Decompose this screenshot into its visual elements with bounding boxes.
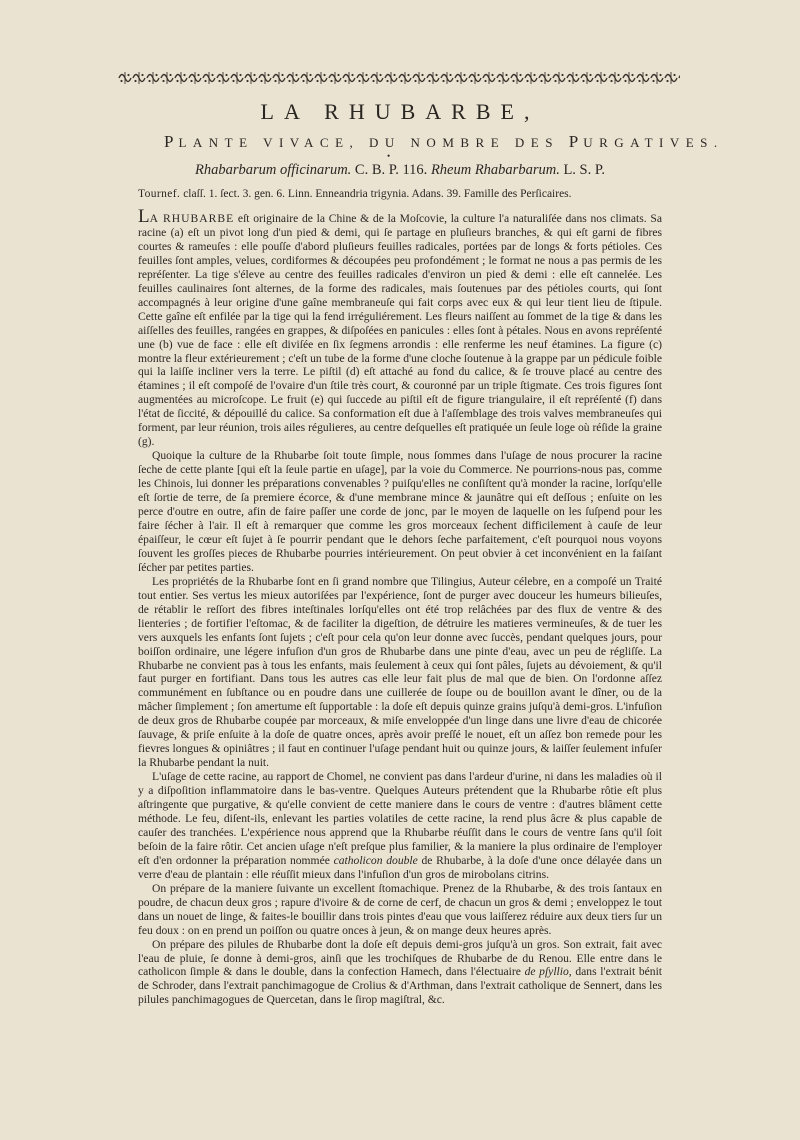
- paragraph-stomachic: On prépare de la maniere ſuivante un excellent ſtomachique. Prenez de la Rhubarbe, & des trois ſantaux en poudre, de chacun deux gros ; rapure d'ivoire & de corne de cerf, de chacun un gros & demi ; enveloppez le tout dans un nouet de linge, & faites-le bouillir dans trois pintes d'eau que vous laiſſerez réduire aux deux tiers ſur un feu doux : on en prend un poiſſon ou quatre onces à jeun, & on mange deux heures après.: [138, 881, 662, 937]
- subtitle-initial-p: P: [164, 132, 179, 151]
- subtitle-initial-p2: P: [568, 132, 584, 151]
- paragraph-usage: [138, 770, 662, 882]
- synonym-ref-2: L. S. P.: [559, 162, 605, 178]
- page-title: LA RHUBARBE,: [260, 99, 540, 124]
- subtitle-text-2: URGATIVES.: [583, 135, 724, 150]
- paragraph-4-text-a: L'uſage de cette racine, au rapport de Chomel, ne convient pas dans l'ardeur d'urine, ni dans les maladies où il y a diſpoſition inflammatoire dans le bas-ventre. Quelques Auteurs prétendent que la Rhubarbe rôtie eſt plus aſtringente que purgative, & qu'elle convient de cette maniere dans le cours de ventre : d'autres blâment cette méthode. Le feu, diſent-ils, enlevant les parties volatiles de cette racine, la rend plus âcre & plus capable de cauſer des tranchées. L'expérience nous apprend que la Rhubarbe réuſſit dans le cours de ventre ſans qu'il ſoit beſoin de la faire rôtir. Cet ancien uſage n'eſt preſque plus familier, & la maniere la plus ordinaire de l'employer eſt d'en ordonner la préparation nommée: [138, 770, 662, 867]
- classification-author: Tournef.: [138, 188, 181, 200]
- paragraph-pills: [138, 938, 662, 1008]
- paragraph-description: [138, 206, 662, 449]
- synonym-latin-2: Rheum Rhabarbarum.: [430, 162, 560, 178]
- synonym-ref-1: C. B. P. 116.: [351, 162, 431, 178]
- decorative-border-ornament: [118, 70, 680, 86]
- page-subtitle: [164, 132, 724, 152]
- article-body: [138, 206, 663, 1007]
- separator-dot: •: [387, 151, 391, 161]
- classification-text: claſſ. 1. ſect. 3. gen. 6. Linn. Enneandria trigynia. Adans. 39. Famille des Perſicaires.: [180, 188, 572, 200]
- paragraph-4-text-b: de Rhubarbe, à la doſe d'une once délayée dans un verre d'eau de plantain : elle réuſſit mieux dans l'infuſion d'un gros de mirobolans citrins.: [138, 853, 662, 881]
- synonym-latin-1: Rhabarbarum officinarum.: [195, 162, 352, 178]
- paragraph-1-text: eſt originaire de la Chine & de la Moſcovie, la culture l'a naturaliſée dans nos climats. Sa racine (a) eſt un pivot long d'un pied & demi, qui ſe partage en pluſieurs branches, & qui eſt garni de fibres courtes & rameuſes : elle pouſſe d'abord pluſieurs feuilles radicales, portées par de longs & forts pétioles. Ces feuilles ſont amples, velues, cordiformes & découpées peu profondément ; le format ne nous a pas permis de les repréſenter. La tige s'éleve au centre des feuilles radicales d'environ un pied & demi : elle eſt cannelée. Les feuilles caulinaires ſont alternes, de la forme des radicales, mais ſoutenues par des pétioles courts, qui ſont accompagnés à leur origine d'une gaîne membraneuſe qui fait corps avec eux & qui leur tient lieu de ſtipule. Cette gaîne eſt enfilée par la tige qui la fend irréguliérement. Les fleurs naiſſent au ſommet de la tige & dans les aiſſelles des feuilles, rangées en grappes, & diſpoſées en panicules : elles ſont à pétales. Nous en avons repréſenté une (b) vue de face : elle eſt diviſée en ſix ſegmens arrondis : elle renferme les neuf étamines. La figure (c) montre la fleur extérieurement ; c'eſt un tube de la forme d'une cloche ſoutenue à la grappe par un pédicule foible qui la laiſſe incliner vers la terre. Le piſtil (d) eſt attaché au fond du calice, & ſe trouve placé au centre des étamines ; il eſt compoſé de l'ovaire d'un ſtile très court, & couronné par un triple ſtigmate. Ces trois figures ſont augmentées au microſcope. Le fruit (e) qui ſuccede au piſtil eſt de figure triangulaire, il eſt repréſenté (f) dans l'état de ſiccité, & dépouillé du calice. Sa conformation eſt due à l'aſſemblage des trois valves membraneuſes qui forment, par leur réunion, trois ailes régulieres, au centre deſquelles eſt pratiquée un ſeule loge où réſide la graine (g).: [138, 212, 662, 449]
- paragraph-6-text-a: On prépare des pilules de Rhubarbe dont la doſe eſt depuis demi-gros juſqu'à un gros. Son extrait, fait avec l'eau de pluie, ſe donne à demi-gros, ainſi que les trochiſques de Rhubarbe de du Renou. Elle entre dans le catholicon ſimple & dans le double, dans la confection Hamech, dans l'électuaire: [138, 937, 662, 979]
- subtitle-text-1: LANTE VIVACE, DU NOMBRE DES: [178, 135, 569, 150]
- paragraph-4-italic: catholicon double: [333, 853, 418, 867]
- synonyms-line: [0, 160, 800, 180]
- paragraph-6-italic: de pſyllio: [524, 965, 569, 979]
- classification-line: [138, 186, 658, 202]
- lead-smallcaps: A RHUBARBE: [149, 212, 235, 225]
- paragraph-6-text-b: , dans l'extrait bénit de Schroder, dans l'extrait panchimagogue de Crolius & d'Arthman, dans l'extrait catholique de Sennert, dans les pilules panchimagogues de Quercetan, dans le ſirop magiſtral, &c.: [138, 965, 663, 1007]
- paragraph-culture: Quoique la culture de la Rhubarbe ſoit toute ſimple, nous ſommes dans l'uſage de nous procurer la racine ſeche de cette plante [qui eſt la ſeule partie en uſage], par la voie du Commerce. Ne pourrions-nous pas, comme les Chinois, lui donner les préparations convenables ? puiſqu'elles ne conſiſtent qu'à monder la racine, lorſqu'elle eſt ſortie de terre, de ſa premiere écorce, & d'une membrane mince & jaunâtre qui eſt deſſous ; enſuite on les perce d'outre en outre, afin de faire paſſer une corde de jonc, par le moyen de laquelle on les ſuſpend pour les faire ſécher à l'air. Il eſt à remarquer que comme les gros morceaux ſechent difficilement à cauſe de leur épaiſſeur, le cœur eſt ſujet à ſe pourrir pendant que le dehors ſeche parfaitement, c'eſt pourquoi nous voyons ſouvent les groſſes pieces de Rhubarbe pourries intérieurement. On peut obvier à cet inconvénient en la faiſant ſécher par petites parties.: [138, 449, 662, 574]
- drop-cap: L: [138, 206, 150, 227]
- paragraph-properties: Les propriétés de la Rhubarbe ſont en ſi grand nombre que Tilingius, Auteur célebre, en a compoſé un Traité tout entier. Ses vertus les mieux autoriſées par l'expérience, ſont de purger avec douceur les humeurs bilieuſes, de rétablir le reſſort des fibres inteſtinales lorſqu'elles ont été trop relâchées par des flux de ventre & des lienteries ; de fortifier l'eſtomac, & de faciliter la digeſtion, de détruire les matieres vermineuſes, & de tuer les vers auxquels les enfants ſont ſujets ; c'eſt pour cela qu'on leur donne avec ſuccès, pendant quelques jours, pour boiſſon ordinaire, une légere infuſion d'un gros de Rhubarbe dans une pinte d'eau, avec un peu de régliſſe. La Rhubarbe ne convient pas à tous les enfants, mais ſeulement à ceux qui ſont pâles, ſujets au dévoiement, & qu'il faut purger en fortifiant. Dans tous les autres cas elle leur fait plus de mal que de bien. On l'ordonne aſſez communément en ſubſtance ou en poudre dans une cuillerée de ſoupe ou de bouillon avant le dîner, ou de la mâcher ſimplement ; ſon amertume eſt ſupportable : la doſe eſt depuis quinze grains juſqu'à demi-gros. L'infuſion de deux gros de Rhubarbe coupée par morceaux, & miſe enveloppée d'un linge dans une livre d'eau de chicorée ſauvage, & priſe enſuite à la doſe de quatre onces, après avoir preſſé le nouet, eſt un aſſez bon remede pour les fievres longues & opiniâtres ; il faut en continuer l'uſage pendant huit ou quinze jours, & laiſſer ſeulement infuſer la Rhubarbe pendant la nuit.: [138, 574, 662, 770]
